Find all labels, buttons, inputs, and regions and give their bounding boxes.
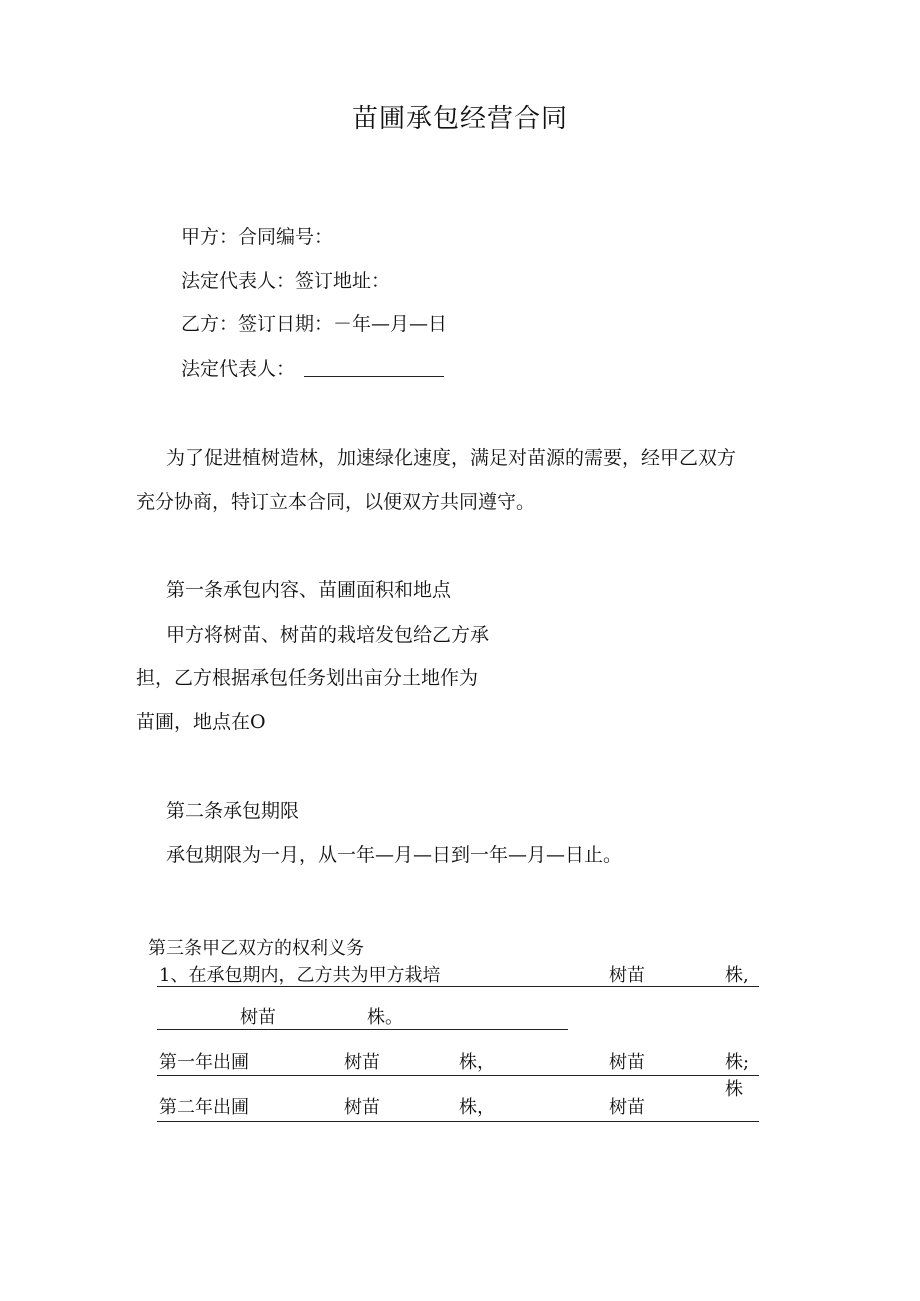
item-1-second-underline	[157, 1029, 568, 1030]
party-b-line: 乙方：签订日期：－年—月—日	[181, 313, 448, 335]
year-2-unit-b: 株	[725, 1079, 743, 1100]
article-1-line-3: 苗圃，地点在O	[136, 711, 266, 733]
party-a-line: 甲方：合同编号：	[181, 226, 334, 248]
article-2-line-1: 承包期限为一月，从一年—月—日到一年—月—日止。	[166, 844, 623, 866]
article-1-heading: 第一条承包内容、苗圃面积和地点	[166, 579, 452, 601]
year-2-tree-b: 树苗	[609, 1097, 645, 1118]
item-1-text: 1、在承包期内，乙方共为甲方栽培	[159, 965, 441, 986]
legal-rep-a-line: 法定代表人：签订地址：	[181, 270, 391, 292]
intro-line-2: 充分协商，特订立本合同，以便双方共同遵守。	[136, 491, 536, 513]
year-1-unit-a: 株，	[459, 1052, 495, 1073]
year-2-label: 第二年出圃	[159, 1097, 249, 1118]
intro-line-1: 为了促进植树造林，加速绿化速度，满足对苗源的需要，经甲乙双方	[166, 447, 737, 469]
year-1-tree-b: 树苗	[609, 1052, 645, 1073]
article-2-heading: 第二条承包期限	[166, 800, 300, 822]
item-1-unit-b: 株。	[367, 1007, 403, 1028]
item-1-tree-b: 树苗	[240, 1007, 276, 1028]
year-1-tree-a: 树苗	[344, 1052, 380, 1073]
document-title: 苗圃承包经营合同	[351, 104, 568, 134]
year-1-underline	[157, 1075, 759, 1076]
year-2-tree-a: 树苗	[344, 1097, 380, 1118]
year-1-unit-b: 株;	[725, 1052, 750, 1073]
item-1-underline	[157, 986, 759, 987]
year-2-underline	[157, 1121, 759, 1122]
article-1-line-1: 甲方将树苗、树苗的栽培发包给乙方承	[166, 624, 490, 646]
legal-rep-b-blank	[304, 376, 444, 377]
article-3-heading: 第三条甲乙双方的权利义务	[148, 938, 364, 959]
item-1-tree-a: 树苗	[609, 965, 645, 986]
item-1-unit-a: 株,	[725, 965, 749, 986]
article-1-line-2: 担，乙方根据承包任务划出亩分土地作为	[136, 667, 479, 689]
legal-rep-b-line: 法定代表人：	[181, 358, 296, 380]
year-1-label: 第一年出圃	[159, 1052, 249, 1073]
year-2-unit-a: 株，	[459, 1097, 495, 1118]
